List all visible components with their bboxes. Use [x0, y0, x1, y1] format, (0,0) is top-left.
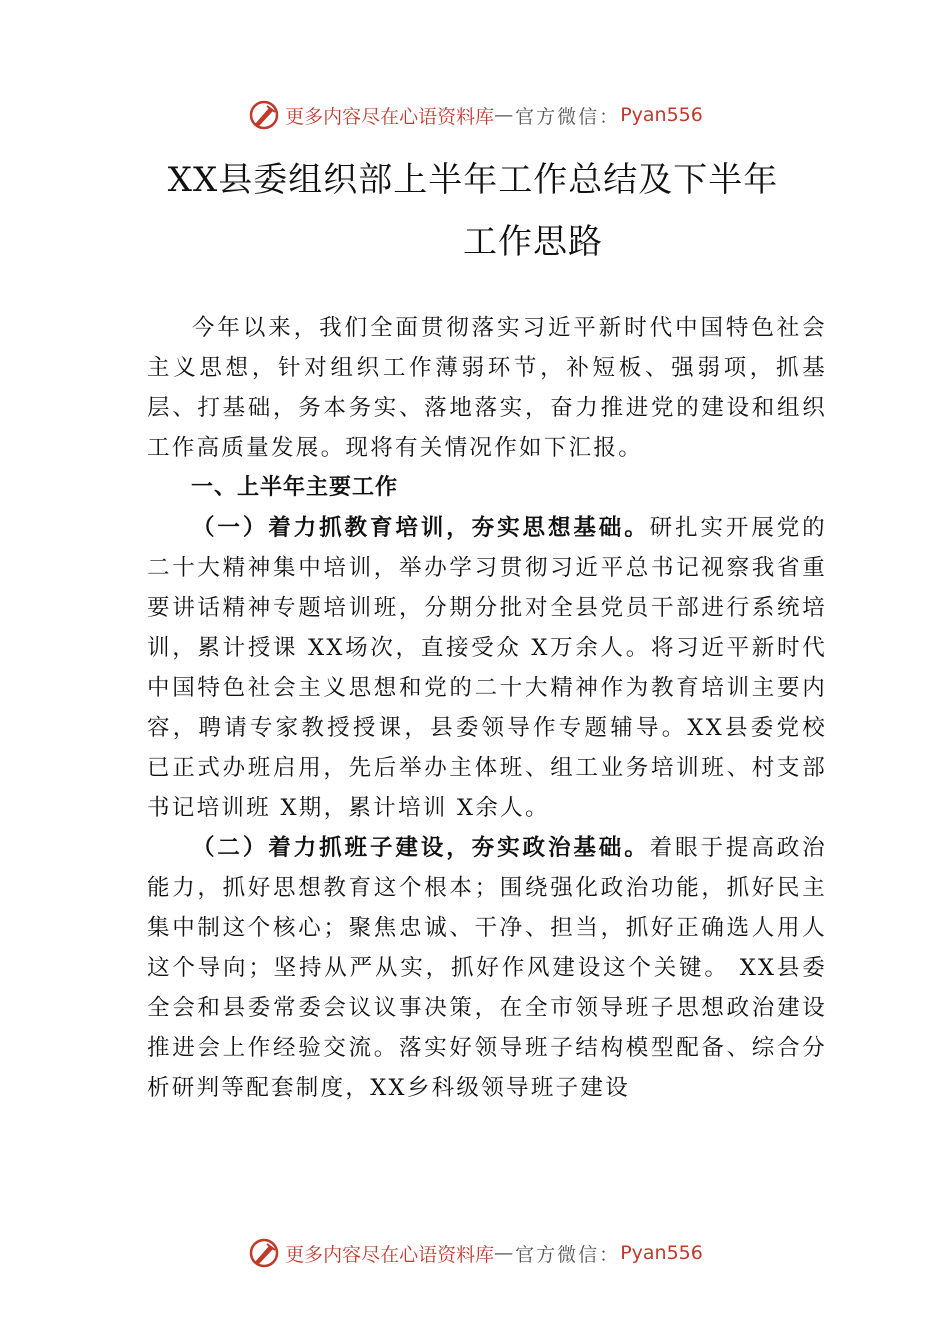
document-title-line2: 工作思路	[463, 222, 603, 262]
item2-text: 着眼于提高政治能力，抓好思想教育这个根本；围绕强化政治功能，抓好民主集中制这个核心；聚焦忠诚、干净、担当，抓好正确选人用人这个导向；坚持从严从实，抓好作风建设这个关键。 XX县委全会和县委常委会议议事决策，在全市领导班子思想政治建设推进会上作经验交流。落实好领导班子结构模型配备、综合分析研判等配套制度，XX乡科级领导班子建设	[147, 835, 827, 1101]
pen-logo-icon	[247, 98, 281, 132]
item2-title: （二）着力抓班子建设，夯实政治基础。	[192, 835, 650, 861]
section-heading: 一、上半年主要工作	[191, 475, 399, 500]
document-title-line1: XX县委组织部上半年工作总结及下半年	[167, 160, 779, 200]
watermark-dash: —	[494, 104, 516, 126]
watermark-wechat-id: Pyan556	[620, 1242, 703, 1264]
item1-paragraph	[147, 508, 827, 828]
pen-logo-icon	[247, 1236, 281, 1270]
document-body	[147, 308, 827, 1108]
item1-text: 研扎实开展党的二十大精神集中培训，举办学习贯彻习近平总书记视察我省重要讲话精神专题培训班，分期分批对全县党员干部进行系统培训，累计授课 XX场次，直接受众 X万余人。将习近平新时代中国特色社会主义思想和党的二十大精神作为教育培训主要内容，聘请专家教授授课，县委领导作专题辅导。XX县委党校已正式办班启用，先后举办主体班、组工业务培训班、村支部书记培训班 X期，累计培训 X余人。	[147, 515, 827, 821]
watermark-brand: 更多内容尽在心语资料库	[285, 1243, 495, 1266]
item1-title: （一）着力抓教育培训，夯实思想基础。	[192, 515, 650, 541]
watermark-dash: —	[494, 1242, 516, 1264]
watermark-top	[0, 95, 950, 135]
watermark-wechat-id: Pyan556	[620, 104, 703, 126]
watermark-official: 官方微信：	[515, 1243, 621, 1266]
watermark-official: 官方微信：	[515, 105, 621, 128]
watermark-brand: 更多内容尽在心语资料库	[285, 105, 495, 128]
intro-paragraph: 今年以来，我们全面贯彻落实习近平新时代中国特色社会主义思想，针对组织工作薄弱环节，补短板、强弱项，抓基层、打基础，务本务实、落地落实，奋力推进党的建设和组织工作高质量发展。现将有关情况作如下汇报。	[147, 315, 827, 461]
watermark-bottom	[0, 1233, 950, 1273]
item2-paragraph	[147, 828, 827, 1108]
